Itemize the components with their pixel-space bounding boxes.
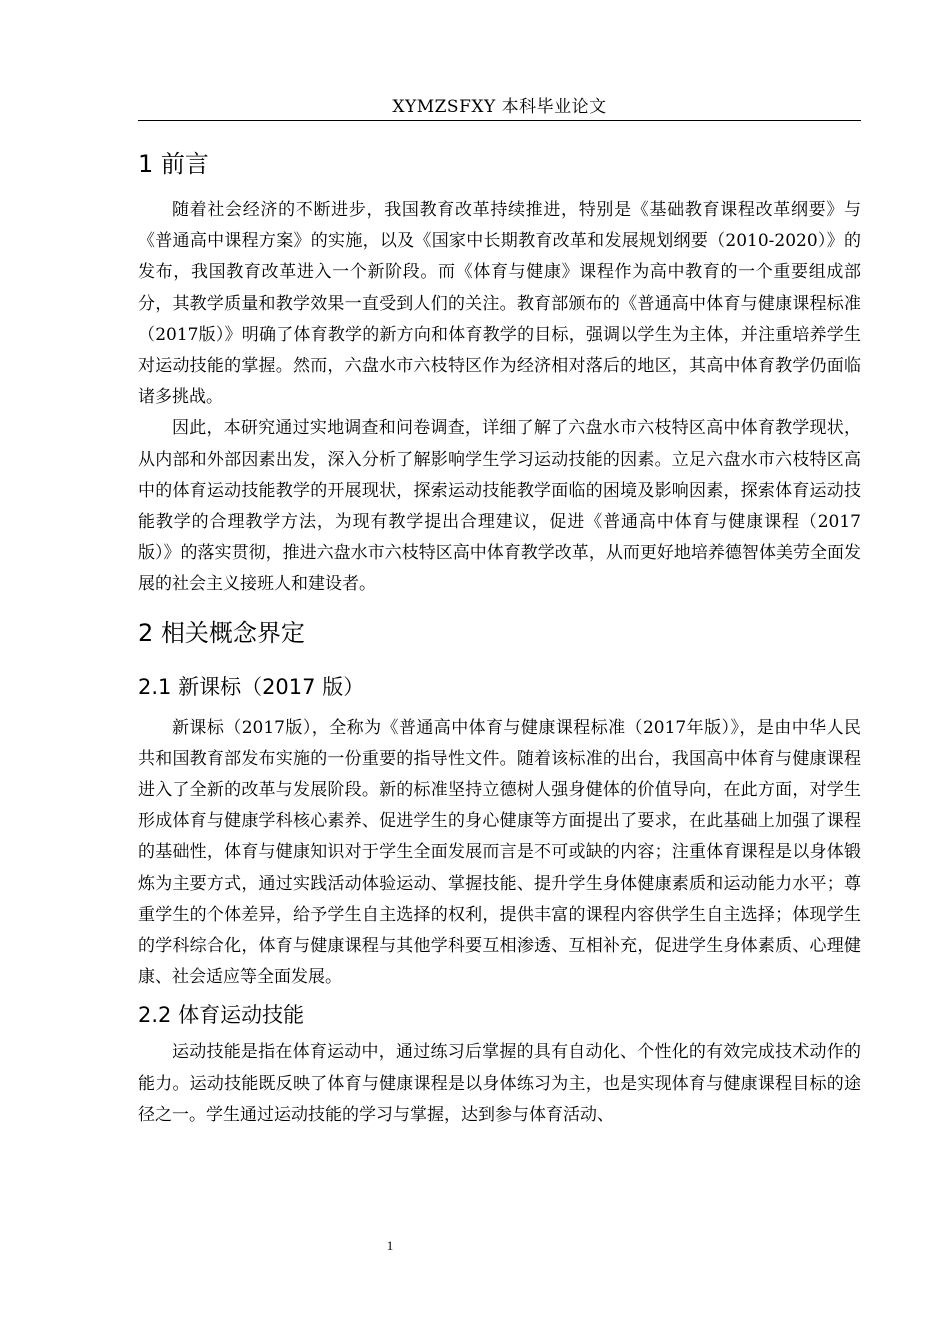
page-content <box>138 140 861 1131</box>
section-2-1-paragraph: 新课标（2017版），全称为《普通高中体育与健康课程标准（2017年版）》，是由中华人民共和国教育部发布实施的一份重要的指导性文件。随着该标准的出台，我国高中体育与健康课程进入了全新的改革与发展阶段。新的标准坚持立德树人强身健体的价值导向，在此方面，对学生形成体育与健康学科核心素养、促进学生的身心健康等方面提出了要求，在此基础上加强了课程的基础性，体育与健康知识对于学生全面发展而言是不可或缺的内容；注重体育课程是以身体锻炼为主要方式，通过实践活动体验运动、掌握技能、提升学生身体健康素质和运动能力水平；尊重学生的个体差异，给予学生自主选择的权利，提供丰富的课程内容供学生自主选择；体现学生的学科综合化，体育与健康课程与其他学科要互相渗透、互相补充，促进学生身体素质、心理健康、社会适应等全面发展。 <box>138 717 861 988</box>
header-rule <box>138 120 861 121</box>
section-1-paragraph-1: 随着社会经济的不断进步，我国教育改革持续推进，特别是《基础教育课程改革纲要》与《普通高中课程方案》的实施，以及《国家中长期教育改革和发展规划纲要（2010-2020）》的发布，我国教育改革进入一个新阶段。而《体育与健康》课程作为高中教育的一个重要组成部分，其教学质量和教学效果一直受到人们的关注。教育部颁布的《普通高中体育与健康课程标准（2017版）》明确了体育教学的新方向和体育教学的目标，强调以学生为主体，并注重培养学生对运动技能的掌握。然而，六盘水市六枝特区作为经济相对落后的地区，其高中体育教学仍面临诸多挑战。 <box>138 200 861 408</box>
section-2-1-heading: 2.1 新课标（2017 版） <box>138 674 365 699</box>
section-1-heading: 1 前言 <box>138 150 209 178</box>
section-2-2-paragraph: 运动技能是指在体育运动中，通过练习后掌握的具有自动化、个性化的有效完成技术动作的能力。运动技能既反映了体育与健康课程是以身体练习为主，也是实现体育与健康课程目标的途径之一。学生通过运动技能的学习与掌握，达到参与体育活动、 <box>138 1042 861 1125</box>
section-2-heading: 2 相关概念界定 <box>138 618 305 647</box>
page-number: 1 <box>386 1238 394 1253</box>
section-1-paragraph-2: 因此，本研究通过实地调查和问卷调查，详细了解了六盘水市六枝特区高中体育教学现状，从内部和外部因素出发，深入分析了解影响学生学习运动技能的因素。立足六盘水市六枝特区高中的体育运动技能教学的开展现状，探索运动技能教学面临的困境及影响因素，探索体育运动技能教学的合理教学方法，为现有教学提出合理建议，促进《普通高中体育与健康课程（2017版）》的落实贯彻，推进六盘水市六枝特区高中体育教学改革，从而更好地培养德智体美劳全面发展的社会主义接班人和建设者。 <box>138 418 861 595</box>
section-2-2-heading: 2.2 体育运动技能 <box>138 1003 305 1028</box>
running-header: XYMZSFXY 本科毕业论文 <box>392 97 607 117</box>
